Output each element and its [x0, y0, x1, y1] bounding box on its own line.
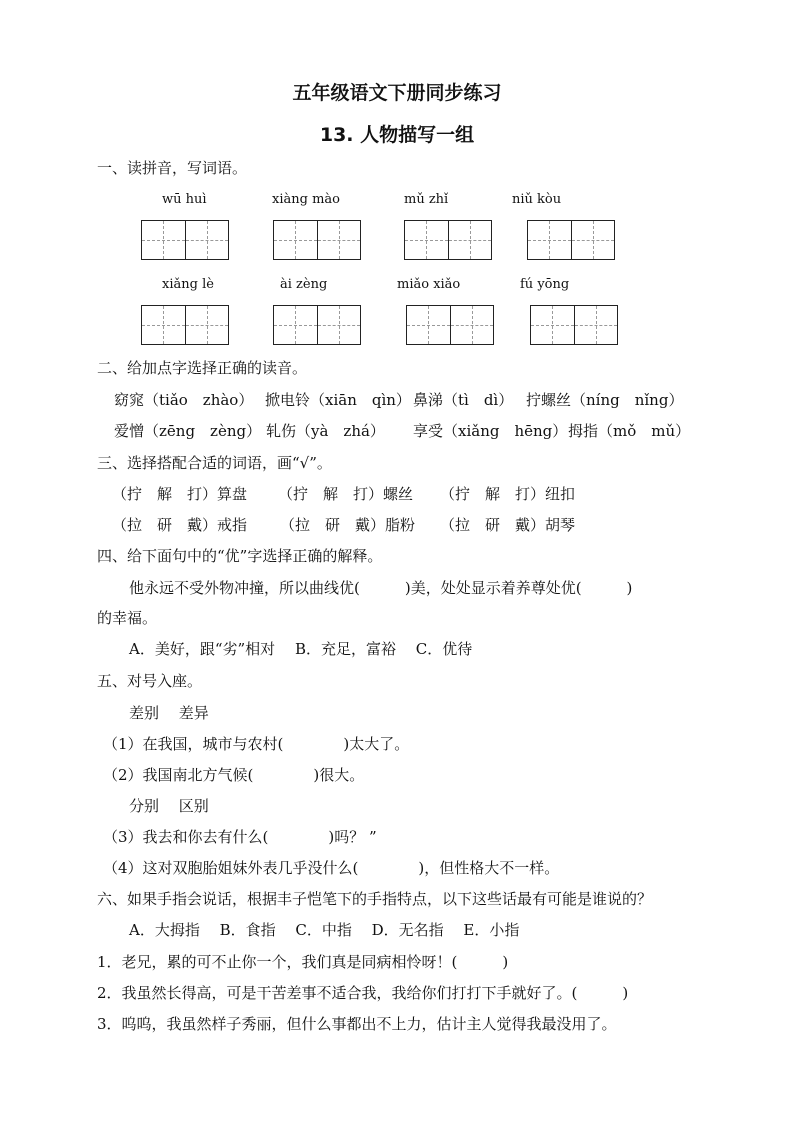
match-choice[interactable]: （拉 研 戴）胡琴 — [440, 516, 576, 534]
writing-grid[interactable] — [141, 220, 229, 260]
pinyin-label: niǔ kòu — [512, 192, 562, 207]
section-5-heading: 五、对号入座。 — [97, 672, 203, 690]
writing-grid[interactable] — [273, 305, 361, 345]
reading-choice[interactable]: 拧螺丝（níng nǐng） — [526, 391, 684, 409]
match-choice[interactable]: （拧 解 打）纽扣 — [440, 485, 576, 503]
writing-grid[interactable] — [141, 305, 229, 345]
section-1-heading: 一、读拼音，写词语。 — [97, 159, 248, 177]
answer-options: A．大拇指 B．食指 C．中指 D．无名指 E．小指 — [129, 921, 520, 939]
match-choice[interactable]: （拉 研 戴）戒指 — [112, 516, 248, 534]
question-sentence: 的幸福。 — [97, 609, 158, 627]
pinyin-label: mǔ zhǐ — [404, 192, 449, 207]
writing-grid[interactable] — [530, 305, 618, 345]
reading-choice[interactable]: 窈窕（tiǎo zhào） — [114, 391, 254, 409]
pinyin-label: fú yōng — [520, 277, 570, 292]
reading-choice[interactable]: 爱憎（zēng zèng） — [114, 422, 262, 440]
lesson-title: 13. 人物描写一组 — [319, 124, 475, 146]
section-2-heading: 二、给加点字选择正确的读音。 — [97, 359, 308, 377]
pinyin-label: xiǎng lè — [162, 277, 214, 292]
fill-question[interactable]: 1．老兄，累的可不止你一个，我们真是同病相怜呀！( ) — [97, 953, 509, 971]
word-bank: 分别 区别 — [129, 797, 209, 815]
question-sentence: 他永远不受外物冲撞，所以曲线优( )美，处处显示着养尊处优( ) — [129, 579, 633, 597]
reading-choice[interactable]: 鼻涕（tì dì） — [413, 391, 514, 409]
fill-question[interactable]: （2）我国南北方气候( )很大。 — [103, 766, 365, 784]
page-title: 五年级语文下册同步练习 — [292, 82, 502, 104]
writing-grid[interactable] — [406, 305, 494, 345]
writing-grid[interactable] — [404, 220, 492, 260]
pinyin-label: wū huì — [162, 192, 207, 207]
fill-question[interactable]: （4）这对双胞胎姐妹外表几乎没什么( )，但性格大不一样。 — [103, 859, 560, 877]
reading-choice[interactable]: 拇指（mǒ mǔ） — [568, 422, 691, 440]
writing-grid[interactable] — [527, 220, 615, 260]
match-choice[interactable]: （拧 解 打）螺丝 — [278, 485, 414, 503]
pinyin-label: miǎo xiǎo — [397, 277, 461, 292]
pinyin-label: ài zèng — [280, 277, 328, 292]
fill-question[interactable]: （1）在我国，城市与农村( )太大了。 — [103, 735, 410, 753]
match-choice[interactable]: （拉 研 戴）脂粉 — [280, 516, 416, 534]
section-3-heading: 三、选择搭配合适的词语，画“√”。 — [97, 454, 332, 472]
word-bank: 差别 差异 — [129, 704, 209, 722]
reading-choice[interactable]: 掀电铃（xiān qìn） — [265, 391, 411, 409]
pinyin-label: xiàng mào — [272, 192, 340, 207]
answer-options: A．美好，跟“劣”相对 B．充足，富裕 C．优待 — [129, 640, 473, 658]
section-6-heading: 六、如果手指会说话，根据丰子恺笔下的手指特点，以下这些话最有可能是谁说的？ — [97, 890, 653, 908]
fill-question[interactable]: 2．我虽然长得高，可是干苦差事不适合我，我给你们打打下手就好了。( ) — [97, 984, 629, 1002]
section-4-heading: 四、给下面句中的“优”字选择正确的解释。 — [97, 547, 383, 565]
fill-question[interactable]: （3）我去和你去有什么( )吗？ ” — [103, 828, 377, 846]
reading-choice[interactable]: 轧伤（yà zhá） — [266, 422, 385, 440]
fill-question[interactable]: 3．呜呜，我虽然样子秀丽，但什么事都出不上力，估计主人觉得我最没用了。 — [97, 1015, 617, 1033]
match-choice[interactable]: （拧 解 打）算盘 — [112, 485, 248, 503]
reading-choice[interactable]: 享受（xiǎng hēng） — [413, 422, 568, 440]
writing-grid[interactable] — [273, 220, 361, 260]
